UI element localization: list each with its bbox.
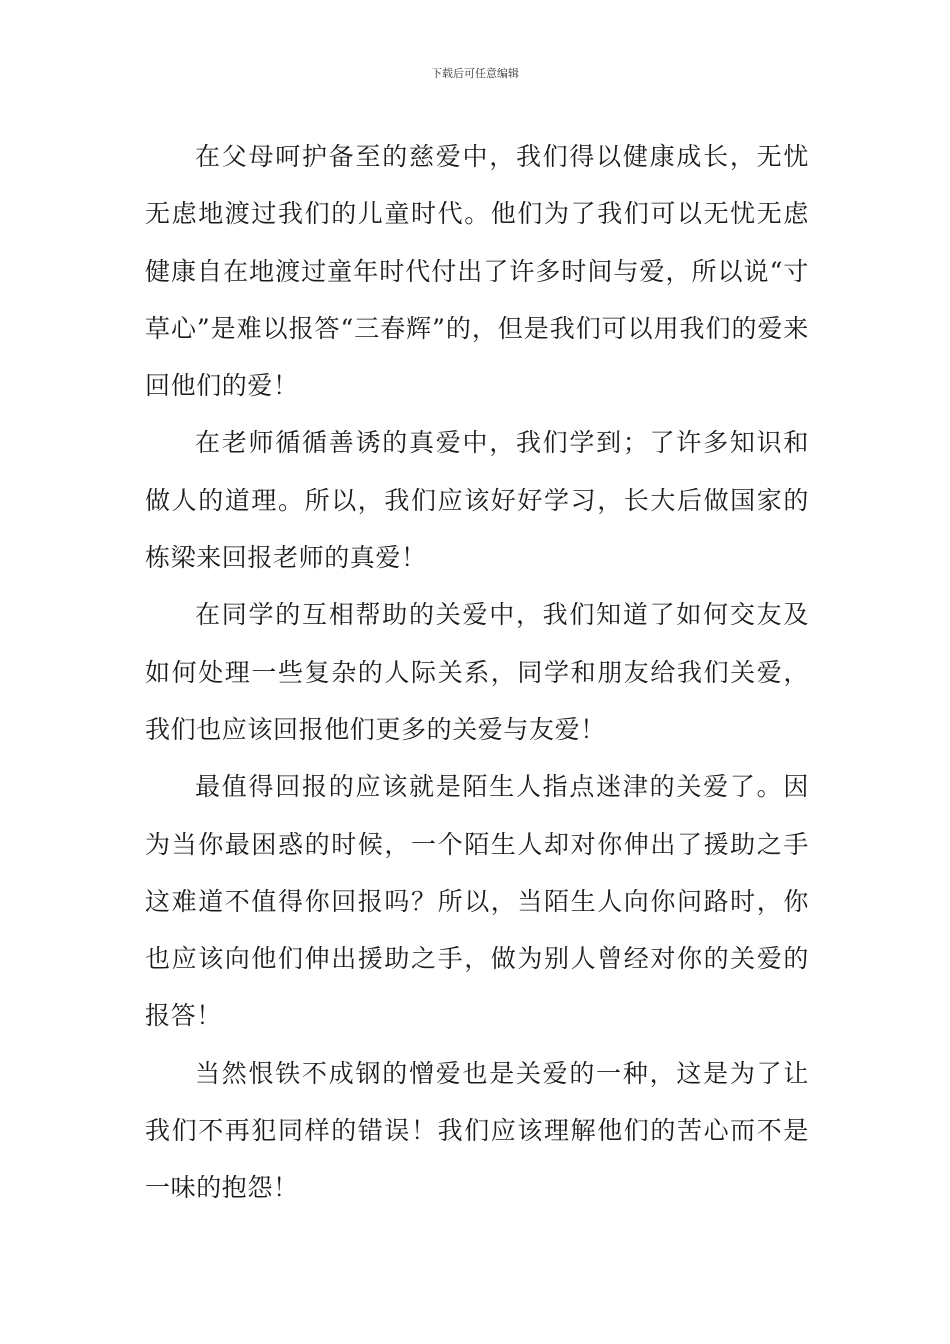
document-body (145, 128, 809, 1217)
paragraph-classmates-love: 在同学的互相帮助的关爱中，我们知道了如何交友及如何处理一些复杂的人际关系，同学和朋友给我们关爱，我们也应该回报他们更多的关爱与友爱！ (145, 600, 809, 744)
paragraph-strangers-love: 最值得回报的应该就是陌生人指点迷津的关爱了。因为当你最困惑的时候，一个陌生人却对你伸出了援助之手这难道不值得你回报吗？所以，当陌生人向你问路时，你也应该向他们伸出援助之手，做为别人曾经对你的关爱的报答！ (145, 772, 809, 1031)
paragraph-teachers-love: 在老师循循善诱的真爱中，我们学到；了许多知识和做人的道理。所以，我们应该好好学习，长大后做国家的栋梁来回报老师的真爱！ (145, 428, 809, 573)
paragraph-tough-love: 当然恨铁不成钢的憎爱也是关爱的一种，这是为了让我们不再犯同样的错误！我们应该理解他们的苦心而不是一味的抱怨！ (145, 1058, 809, 1203)
page-header-note: 下载后可任意编辑 (431, 67, 519, 80)
paragraph-parents-love: 在父母呵护备至的慈爱中，我们得以健康成长，无忧无虑地渡过我们的儿童时代。他们为了我们可以无忧无虑健康自在地渡过童年时代付出了许多时间与爱，所以说“寸草心”是难以报答“三春辉”的，但是我们可以用我们的爱来回他们的爱！ (145, 142, 809, 401)
